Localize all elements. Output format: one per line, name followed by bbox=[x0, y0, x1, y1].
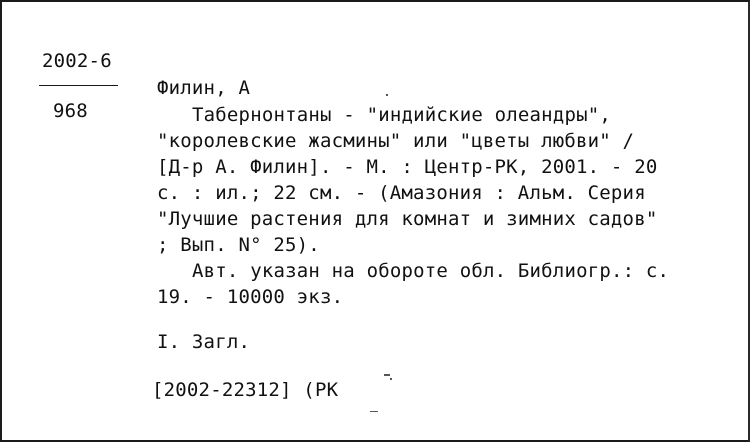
entry-line: с. : ил.; 22 см. - (Амазония : Альм. Серия bbox=[157, 182, 646, 204]
entry-line: "королевские жасмины" или "цветы любви" / bbox=[157, 130, 635, 152]
entry-line: Табернонтаны - "индийские олеандры", bbox=[192, 104, 612, 126]
tracing: I. Загл. bbox=[157, 331, 251, 353]
scan-speck bbox=[384, 374, 390, 376]
entry-line: ; Вып. N° 25). bbox=[157, 234, 320, 256]
shelf-mark-number: 2002-6 bbox=[42, 50, 112, 72]
note-line: Авт. указан на обороте обл. Библиогр.: с. bbox=[192, 260, 670, 282]
registration-number: [2002-22312] (РК bbox=[152, 379, 339, 401]
entry-line: [Д-р А. Филин]. - М. : Центр-РК, 2001. - 20 bbox=[157, 156, 658, 178]
shelf-mark-divider bbox=[39, 85, 118, 86]
note-line: 19. - 10000 экз. bbox=[157, 286, 344, 308]
scan-speck bbox=[386, 94, 388, 96]
entry-line: "Лучшие растения для комнат и зимних садов" bbox=[157, 208, 658, 230]
author-heading: Филин, А bbox=[157, 77, 251, 99]
shelf-mark-code: 968 bbox=[53, 100, 88, 122]
scan-speck bbox=[390, 378, 392, 380]
scan-speck bbox=[370, 411, 378, 412]
